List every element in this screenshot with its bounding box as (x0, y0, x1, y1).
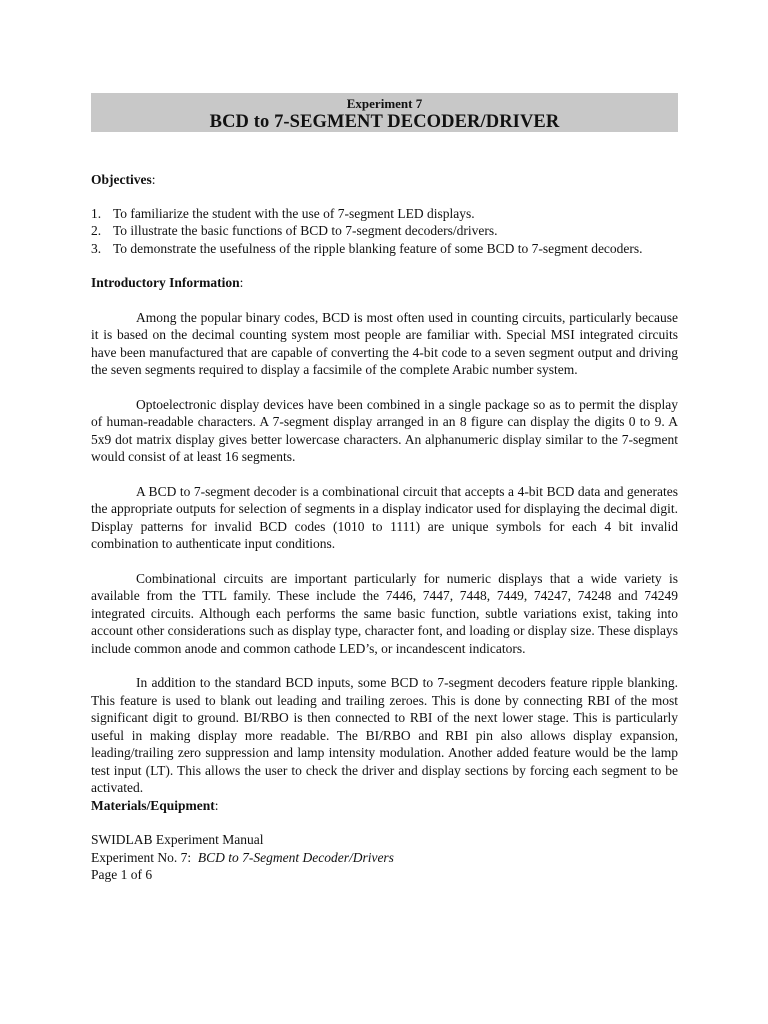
intro-paragraph: In addition to the standard BCD inputs, some BCD to 7-segment decoders feature ripple blanking. This feature is used to blank out leading and trailing zeroes. This is done by connecting RBI of the most significant digit to ground. BI/RBO is then connected to RBI of the next lower stage. This is particularly useful in making display more readable. The BI/RBO and RBI pin also allows display expansion, leading/trailing zero suppression and lamp intensity modulation. Another added feature would be the lamp test input (LT). This allows the user to check the driver and display sections by forcing each segment to be activated. (91, 675, 678, 795)
materials-heading: Materials/Equipment: (91, 797, 219, 813)
objectives-heading: Objectives: (91, 172, 156, 187)
intro-paragraph: Optoelectronic display devices have been combined in a single package so as to permit the display of human-readable characters. A 7-segment display arranged in an 8 figure can display the digits 0 to 9. A 5x9 dot matrix display gives better lowercase characters. An alphanumeric display similar to the 7-segment would consist of at least 16 segments. (91, 396, 678, 464)
list-item-text: To demonstrate the usefulness of the ripple blanking feature of some BCD to 7-segment decoders. (113, 240, 643, 256)
page-footer (91, 831, 678, 884)
document-page (91, 93, 678, 884)
list-item-number: 2. (91, 223, 102, 238)
footer-experiment: Experiment No. 7: BCD to 7-Segment Decoder/Drivers (91, 849, 394, 865)
footer-page-number: Page 1 of 6 (91, 867, 153, 882)
objectives-list (91, 205, 678, 258)
intro-paragraph: Among the popular binary codes, BCD is most often used in counting circuits, particularly because it is based on the decimal counting system most people are familiar with. Special MSI integrated circuits have been manufactured that are capable of converting the 4-bit code to a seven segment output and driving the seven segments required to display a facsimile of the complete Arabic number system. (91, 309, 678, 377)
list-item (91, 205, 678, 223)
list-item (91, 222, 678, 240)
list-item-number: 3. (91, 240, 102, 256)
intro-paragraph: Combinational circuits are important particularly for numeric displays that a wide variety is available from the TTL family. These include the 7446, 7447, 7448, 7449, 74247, 74248 and 74249 integrated circuits. Although each performs the same basic function, subtle variations exist, taking into account other considerations such as display type, character font, and loading or display size. These displays include common anode and common cathode LED’s, or incandescent indicators. (91, 570, 678, 656)
list-item-text: To familiarize the student with the use of 7-segment LED displays. (113, 205, 475, 221)
footer-experiment-title: BCD to 7-Segment Decoder/Drivers (197, 849, 394, 865)
intro-heading: Introductory Information: (91, 275, 244, 290)
experiment-number: Experiment 7 (346, 96, 423, 111)
list-item-text: To illustrate the basic functions of BCD to 7-segment decoders/drivers. (113, 223, 498, 238)
title-banner (91, 93, 678, 132)
experiment-title: BCD to 7-SEGMENT DECODER/DRIVER (209, 112, 560, 132)
intro-paragraph: A BCD to 7-segment decoder is a combinational circuit that accepts a 4-bit BCD data and generates the appropriate outputs for selection of segments in a display indicator used for displaying the decimal digit. Display patterns for invalid BCD codes (1010 to 1111) are unique symbols for each 4 bit invalid combination to authenticate input conditions. (91, 483, 678, 551)
list-item (91, 240, 678, 258)
footer-manual: SWIDLAB Experiment Manual (91, 832, 264, 847)
list-item-number: 1. (91, 205, 102, 221)
